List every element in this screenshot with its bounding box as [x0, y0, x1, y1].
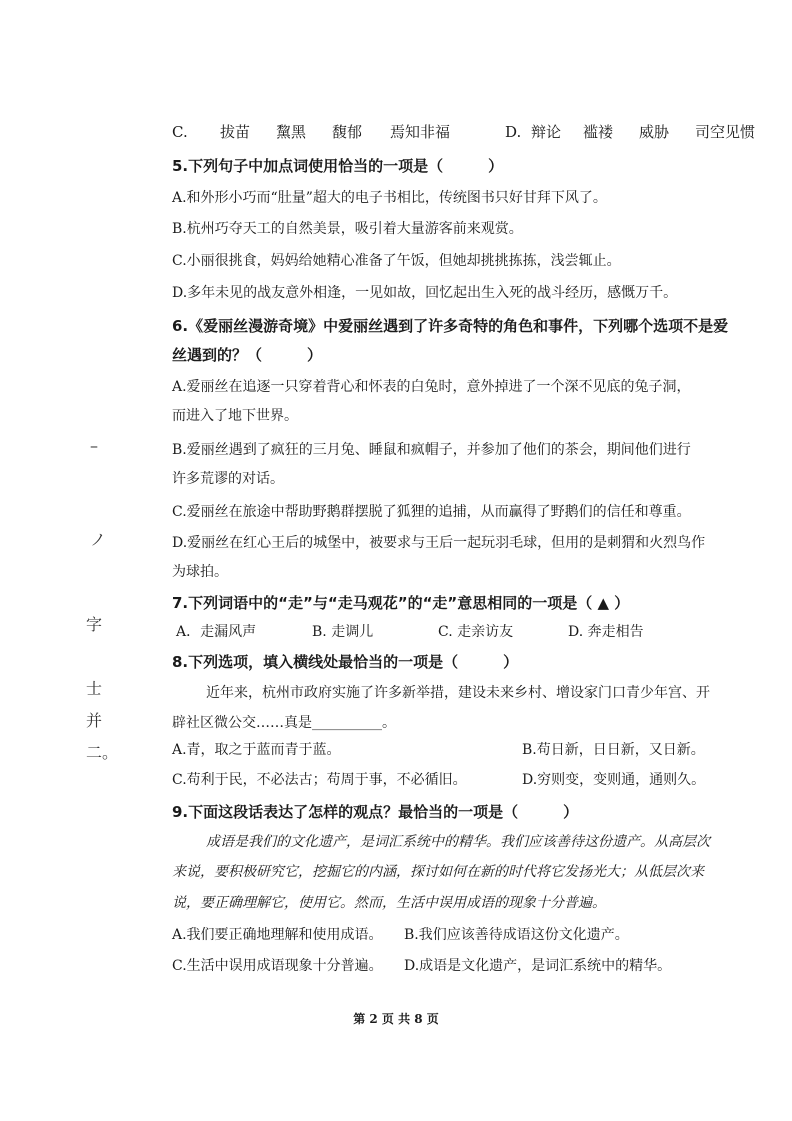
q6-option-b-line2: 许多荒谬的对话。	[172, 471, 284, 487]
q8-option-d: D.穷则变，变则通，通则久。	[522, 772, 706, 788]
q9-option-b: B.我们应该善待成语这份文化遗产。	[404, 927, 629, 943]
page-number: 第 2 页 共 8 页	[353, 1012, 439, 1026]
margin-mark: –	[90, 436, 98, 455]
margin-mark: 二。	[86, 743, 119, 762]
q7-option-d: D. 奔走相告	[568, 624, 644, 640]
q4-option-row	[172, 122, 755, 142]
q6-option-a-line2: 而进入了地下世界。	[172, 408, 298, 424]
q9-passage-line1: 成语是我们的文化遗产，是词汇系统中的精华。我们应该善待这份遗产。从高层次	[206, 834, 710, 850]
q4-word: 馥郁	[332, 123, 363, 141]
q7-options	[176, 622, 644, 642]
q6-option-b-line1: B.爱丽丝遇到了疯狂的三月兔、睡鼠和疯帽子，并参加了他们的茶会，期间他们进行	[172, 442, 691, 458]
q7-stem: 7.下列词语中的“走”与“走马观花”的“走”意思相同的一项是（ ▲ ）	[172, 594, 630, 612]
q6-option-a-line1: A.爱丽丝在追逐一只穿着背心和怀表的白兔时，意外掉进了一个深不见底的兔子洞，	[172, 379, 691, 395]
q6-option-c: C.爱丽丝在旅途中帮助野鹅群摆脱了狐狸的追捕，从而赢得了野鹅们的信任和尊重。	[172, 504, 691, 520]
q4-word: 威胁	[639, 123, 670, 141]
q9-option-a: A.我们要正确地理解和使用成语。	[172, 927, 383, 943]
q9-option-c: C.生活中误用成语现象十分普遍。	[172, 958, 383, 974]
q4-word: 焉知非福	[390, 123, 451, 141]
q4-option-c-label: C.	[172, 123, 188, 141]
margin-mark: 士	[86, 679, 103, 698]
q5-option-c: C.小丽很挑食，妈妈给她精心准备了午饭，但她却挑挑拣拣，浅尝辄止。	[172, 253, 621, 269]
q9-stem: 9.下面这段话表达了怎样的观点？最恰当的一项是（ ）	[172, 803, 579, 821]
q4-word: 褴褛	[583, 123, 614, 141]
q4-word: 辩论	[531, 123, 562, 141]
q9-passage-line3: 说，要正确理解它，使用它。然而，生活中误用成语的现象十分普遍。	[172, 895, 606, 911]
q5-option-b: B.杭州巧夺天工的自然美景，吸引着大量游客前来观赏。	[172, 221, 523, 237]
q4-word: 黧黑	[276, 123, 307, 141]
q4-option-d-label: D.	[505, 123, 522, 141]
q9-passage-line2: 来说，要积极研究它，挖掘它的内涵，探讨如何在新的时代将它发扬光大；从低层次来	[172, 864, 704, 880]
q7-option-b: B. 走调儿	[312, 624, 374, 640]
q7-option-c: C. 走亲访友	[438, 624, 514, 640]
margin-mark: 并	[86, 711, 103, 730]
q4-word: 司空见惯	[695, 123, 756, 141]
q8-stem: 8.下列选项，填入横线处最恰当的一项是（ ）	[172, 653, 519, 671]
q8-passage-line1: 近年来，杭州市政府实施了许多新举措，建设未来乡村、增设家门口青少年宫、开	[206, 685, 710, 701]
q6-stem-line1: 6.《爱丽丝漫游奇境》中爱丽丝遇到了许多奇特的角色和事件，下列哪个选项不是爱	[172, 317, 729, 335]
q6-option-d-line1: D.爱丽丝在红心王后的城堡中，被要求与王后一起玩羽毛球，但用的是刺猬和火烈鸟作	[172, 535, 706, 551]
q8-option-c: C.苟利于民，不必法古；苟周于事，不必循旧。	[172, 772, 467, 788]
q8-option-a: A.青，取之于蓝而青于蓝。	[172, 742, 341, 758]
q6-option-d-line2: 为球拍。	[172, 564, 228, 580]
margin-mark: ノ	[90, 530, 107, 549]
q4-word: 拔苗	[220, 123, 251, 141]
q5-option-a: A.和外形小巧而“肚量”超大的电子书相比，传统图书只好甘拜下风了。	[172, 190, 607, 206]
q6-stem-line2: 丝遇到的？（ ）	[172, 346, 323, 364]
margin-mark: 字	[86, 615, 103, 634]
q9-option-d: D.成语是文化遗产，是词汇系统中的精华。	[404, 958, 672, 974]
q7-option-a: A．走漏风声	[176, 624, 257, 640]
q5-option-d: D.多年未见的战友意外相逢，一见如故，回忆起出生入死的战斗经历，感慨万千。	[172, 285, 678, 301]
q5-stem: 5.下列句子中加点词使用恰当的一项是（ ）	[172, 157, 504, 175]
q8-passage-line2: 辟社区微公交……真是__________。	[172, 715, 396, 731]
q8-option-b: B.苟日新，日日新，又日新。	[522, 742, 705, 758]
